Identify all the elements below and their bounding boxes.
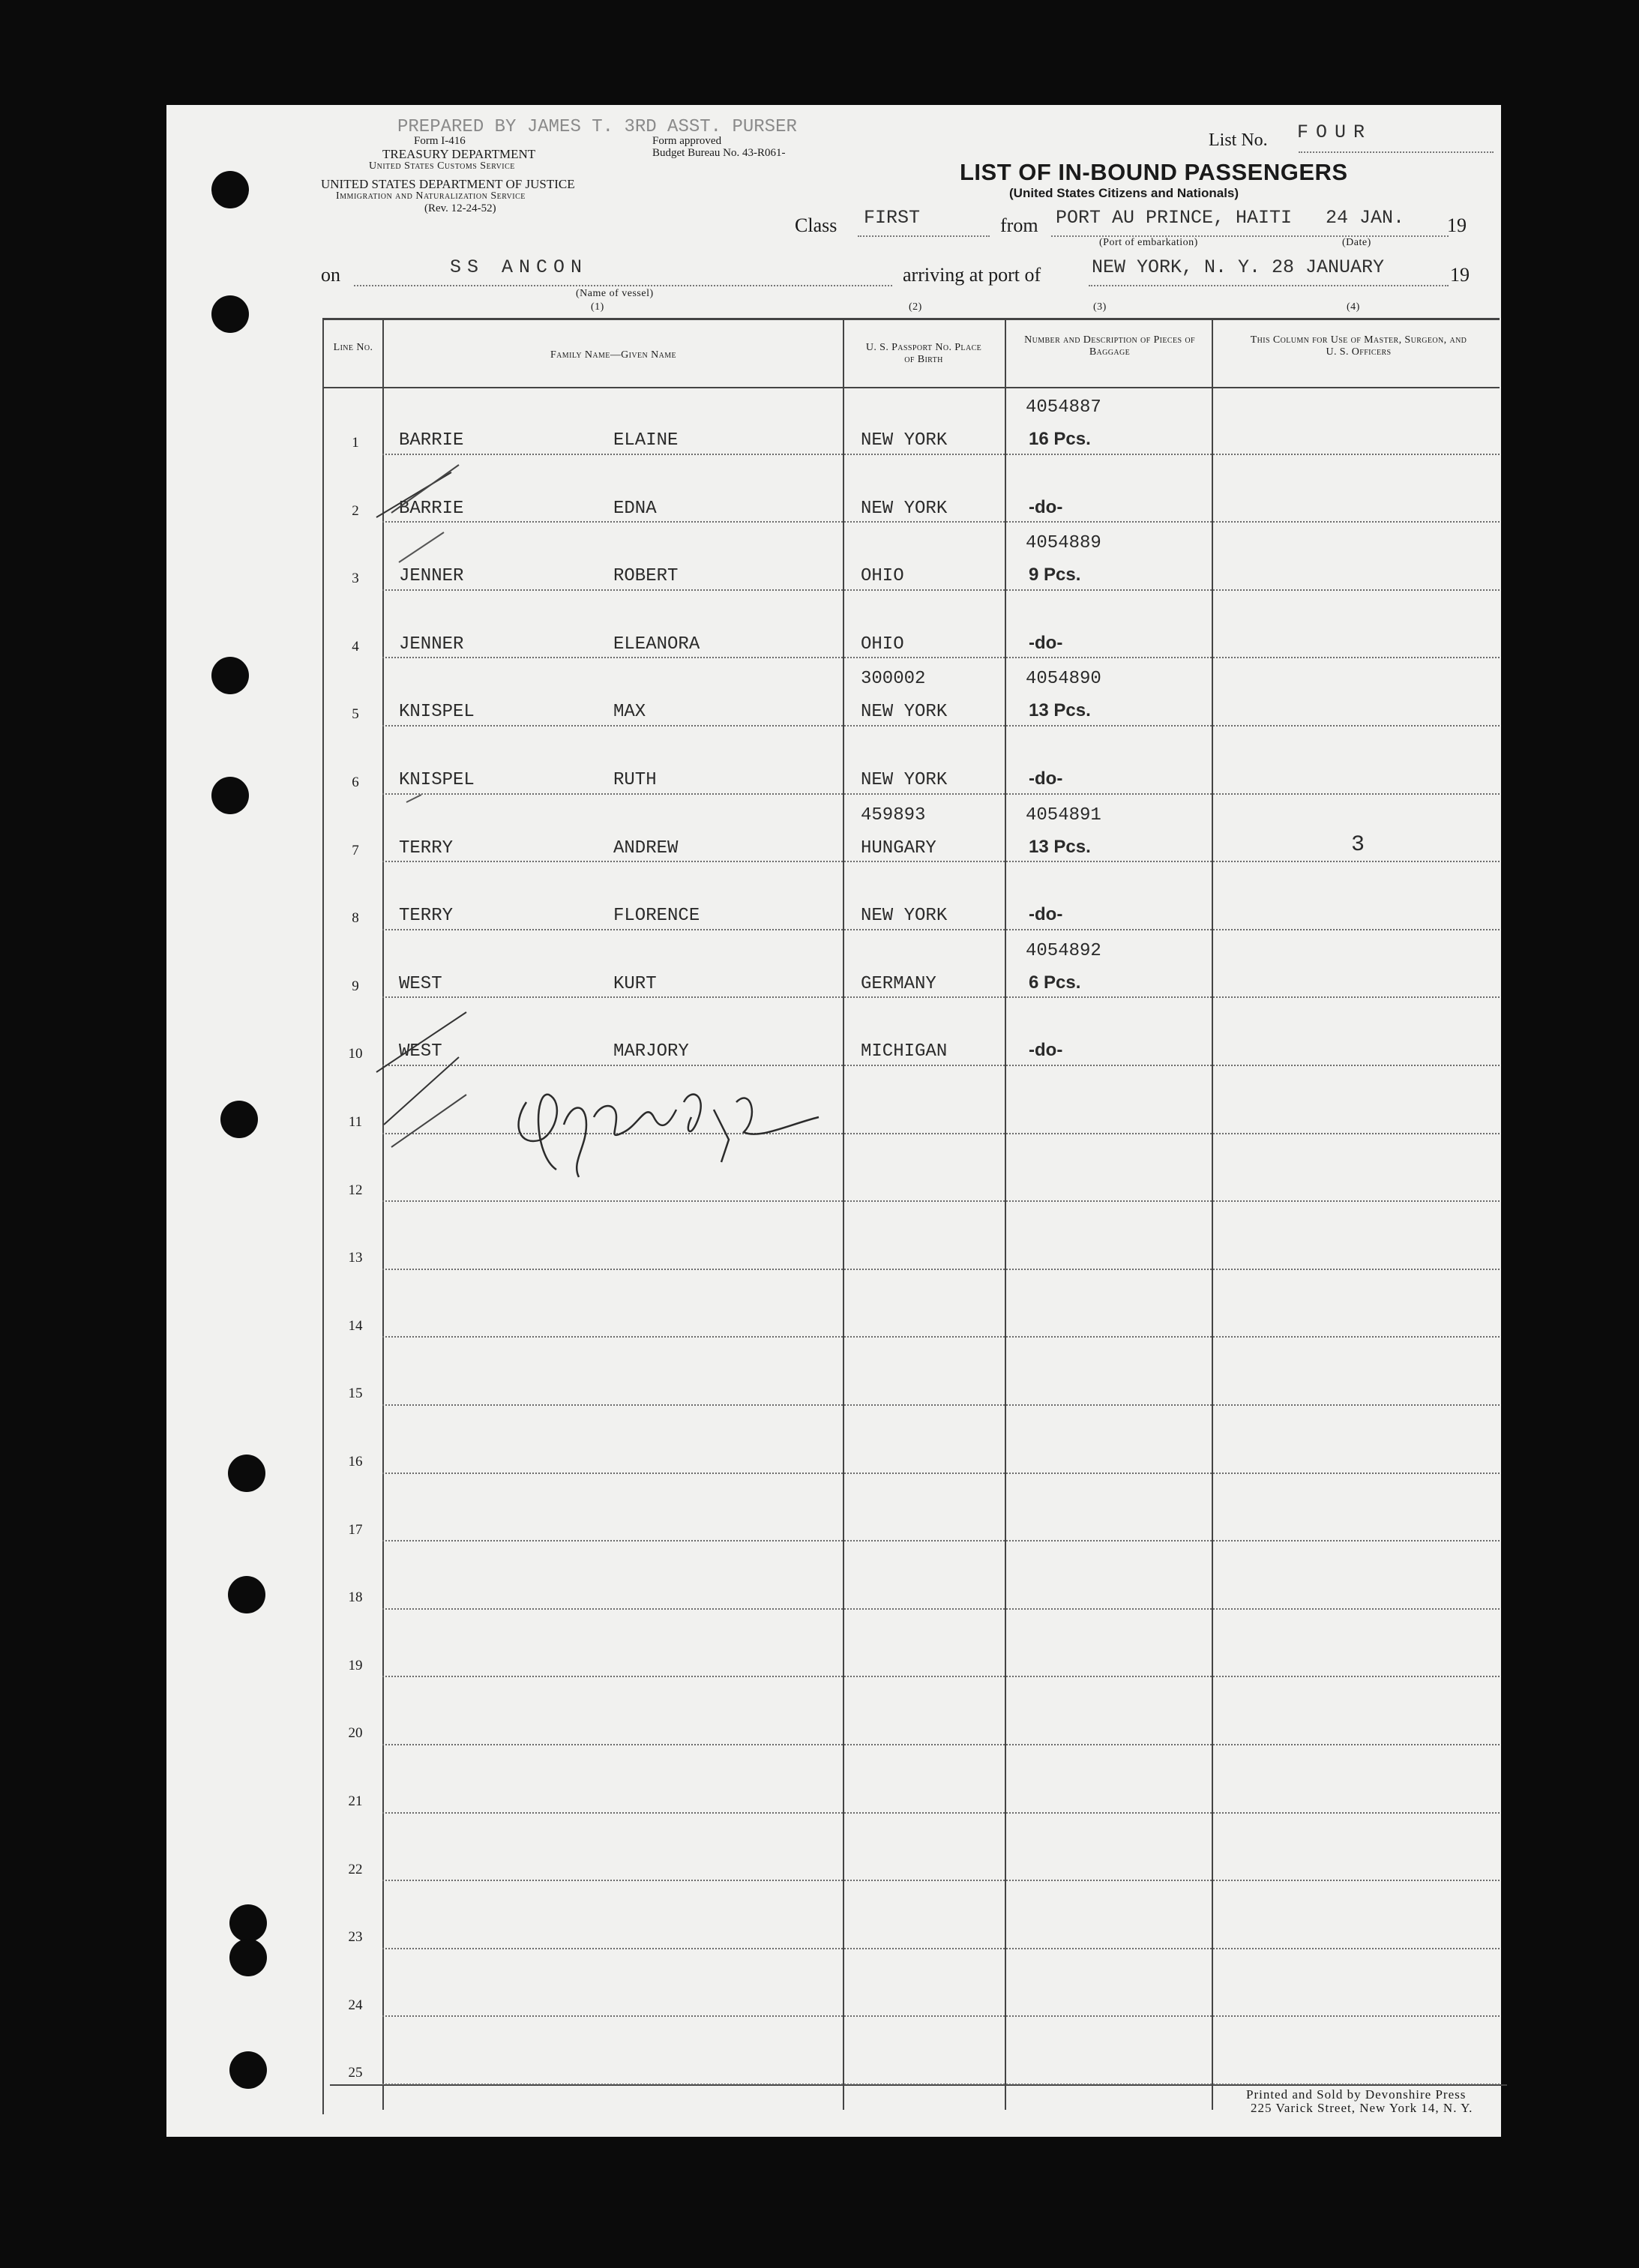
binder-hole xyxy=(229,1904,267,1942)
check-marks xyxy=(369,352,474,1162)
given-name: MAX xyxy=(613,702,646,723)
family-name: BARRIE xyxy=(399,430,464,451)
baggage-number: 4054889 xyxy=(1026,533,1101,554)
row-rule xyxy=(382,1880,1500,1881)
class-label: Class xyxy=(795,214,837,236)
place-of-birth: GERMANY xyxy=(861,973,936,994)
line-number: 19 xyxy=(348,1657,363,1673)
line-number: 12 xyxy=(348,1182,363,1198)
row-rule xyxy=(382,1336,1500,1338)
officer-note: 3 xyxy=(1351,831,1365,858)
justice-dept: UNITED STATES DEPARTMENT OF JUSTICE xyxy=(321,177,575,191)
customs-service: United States Customs Service xyxy=(369,160,515,172)
line-number: 22 xyxy=(348,1861,363,1877)
place-of-birth: HUNGARY xyxy=(861,837,936,858)
baggage-number: 4054890 xyxy=(1026,669,1101,690)
baggage-description: 9 Pcs. xyxy=(1029,565,1081,586)
row-rule xyxy=(382,454,1500,455)
family-name: BARRIE xyxy=(399,498,464,519)
place-of-birth: NEW YORK xyxy=(861,430,948,451)
row-rule xyxy=(382,1608,1500,1610)
vessel-name: SS ANCON xyxy=(450,256,589,278)
arrival-port: NEW YORK, N. Y. 28 JANUARY xyxy=(1092,256,1385,278)
line-number: 3 xyxy=(352,571,359,587)
place-of-birth: NEW YORK xyxy=(861,702,948,723)
baggage-description: 6 Pcs. xyxy=(1029,972,1081,993)
line-number: 20 xyxy=(348,1725,363,1742)
from-value: PORT AU PRINCE, HAITI xyxy=(1056,207,1293,229)
row-rule xyxy=(382,521,1500,523)
row-rule xyxy=(382,657,1500,658)
arriving-label: arriving at port of xyxy=(903,264,1041,286)
line-number: 5 xyxy=(352,706,359,723)
given-name: FLORENCE xyxy=(613,906,700,927)
given-name: ANDREW xyxy=(613,837,679,858)
col-header-passport: U. S. Passport No. Place of Birth xyxy=(865,342,982,365)
binder-hole xyxy=(228,1576,265,1613)
line-number: 9 xyxy=(352,978,359,994)
col-num-4: (4) xyxy=(1347,301,1360,313)
col-header-officers: This Column for Use of Master, Surgeon, and U. S. Officers xyxy=(1250,334,1467,358)
line-number: 24 xyxy=(348,1997,363,2013)
binder-hole xyxy=(229,2051,267,2089)
list-no-line xyxy=(1299,151,1494,153)
list-no-label: List No. xyxy=(1209,130,1268,150)
col-num-1: (1) xyxy=(591,301,604,313)
baggage-description: -do- xyxy=(1029,1040,1063,1061)
given-name: RUTH xyxy=(613,770,657,790)
given-name: ROBERT xyxy=(613,566,679,587)
baggage-number: 4054892 xyxy=(1026,940,1101,961)
baggage-number: 4054891 xyxy=(1026,804,1101,825)
family-name: TERRY xyxy=(399,906,454,927)
row-rule xyxy=(382,1744,1500,1745)
binder-hole xyxy=(211,171,249,208)
binder-hole xyxy=(228,1455,265,1492)
row-rule xyxy=(382,1200,1500,1202)
col-num-2: (2) xyxy=(909,301,922,313)
line-number: 11 xyxy=(348,1114,363,1130)
arrival-year-prefix: 19 xyxy=(1450,264,1470,286)
printer-address: 225 Varick Street, New York 14, N. Y. xyxy=(1251,2101,1473,2115)
line-number: 8 xyxy=(352,910,359,927)
place-of-birth: NEW YORK xyxy=(861,906,948,927)
given-name: MARJORY xyxy=(613,1041,689,1062)
prepared-by-stamp: PREPARED BY JAMES T. 3RD ASST. PURSER xyxy=(397,117,797,137)
row-rule xyxy=(382,1404,1500,1406)
line-number: 13 xyxy=(348,1250,363,1266)
form-title: LIST OF IN-BOUND PASSENGERS xyxy=(960,159,1348,185)
line-number: 25 xyxy=(348,2065,363,2081)
form-number: Form I-416 xyxy=(414,135,466,147)
treasury-dept: TREASURY DEPARTMENT xyxy=(382,147,536,161)
binder-hole xyxy=(211,657,249,694)
line-number: 16 xyxy=(348,1454,363,1470)
family-name: JENNER xyxy=(399,566,464,587)
vessel-caption: (Name of vessel) xyxy=(576,288,654,299)
line-number: 1 xyxy=(352,435,359,451)
col-num-3: (3) xyxy=(1093,301,1107,313)
family-name: KNISPEL xyxy=(399,702,475,723)
given-name: ELEANORA xyxy=(613,634,700,655)
baggage-description: -do- xyxy=(1029,768,1063,789)
ins-service: Immigration and Naturalization Service xyxy=(336,190,526,202)
col-header-baggage: Number and Description of Pieces of Baggage xyxy=(1024,334,1195,358)
family-name: KNISPEL xyxy=(399,770,475,790)
budget-bureau: Budget Bureau No. 43-R061- xyxy=(652,147,786,159)
family-name: TERRY xyxy=(399,837,454,858)
handwritten-signature xyxy=(504,1072,834,1185)
table-top-rule xyxy=(322,318,1500,320)
revision-date: (Rev. 12-24-52) xyxy=(424,202,496,214)
row-rule xyxy=(382,1065,1500,1066)
place-of-birth: NEW YORK xyxy=(861,498,948,519)
port-caption: (Port of embarkation) xyxy=(1099,237,1198,248)
line-number: 10 xyxy=(348,1046,363,1062)
binder-hole xyxy=(229,1939,267,1976)
place-of-birth: MICHIGAN xyxy=(861,1041,948,1062)
row-rule xyxy=(382,929,1500,930)
family-name: JENNER xyxy=(399,634,464,655)
line-number: 6 xyxy=(352,774,359,790)
passport-col-rule xyxy=(1005,318,1006,2110)
passport-number: 300002 xyxy=(861,669,926,690)
col-header-name: Family Name—Given Name xyxy=(550,349,676,361)
form-approved: Form approved xyxy=(652,135,722,147)
row-rule xyxy=(382,1540,1500,1541)
row-rule xyxy=(382,1812,1500,1814)
baggage-description: 13 Pcs. xyxy=(1029,700,1091,721)
line-number: 17 xyxy=(348,1521,363,1538)
place-of-birth: OHIO xyxy=(861,634,904,655)
list-no-value: FOUR xyxy=(1297,121,1373,143)
arrival-line xyxy=(1089,285,1449,286)
table-left-rule xyxy=(322,318,324,2114)
row-rule xyxy=(382,1676,1500,1677)
baggage-number: 4054887 xyxy=(1026,397,1101,418)
date-caption: (Date) xyxy=(1342,237,1371,248)
name-col-rule xyxy=(843,318,844,2110)
line-number: 14 xyxy=(348,1317,363,1334)
from-label: from xyxy=(1000,214,1038,236)
row-rule xyxy=(382,1473,1500,1474)
line-number: 15 xyxy=(348,1386,363,1402)
family-name: WEST xyxy=(399,973,442,994)
header-bottom-rule xyxy=(322,387,1500,388)
passenger-list-page xyxy=(166,105,1501,2137)
baggage-description: -do- xyxy=(1029,496,1063,517)
baggage-description: 16 Pcs. xyxy=(1029,429,1091,449)
vessel-line xyxy=(354,285,892,286)
class-value: FIRST xyxy=(864,207,921,229)
line-number: 23 xyxy=(348,1929,363,1946)
class-line xyxy=(858,235,990,237)
given-name: KURT xyxy=(613,973,657,994)
row-rule xyxy=(382,793,1500,795)
passport-number: 459893 xyxy=(861,804,926,825)
line-number: 4 xyxy=(352,638,359,655)
binder-hole xyxy=(211,777,249,814)
line-number: 21 xyxy=(348,1793,363,1809)
place-of-birth: NEW YORK xyxy=(861,770,948,790)
binder-hole xyxy=(220,1101,258,1138)
place-of-birth: OHIO xyxy=(861,566,904,587)
line-number: 18 xyxy=(348,1589,363,1606)
family-name: WEST xyxy=(399,1041,442,1062)
baggage-description: -do- xyxy=(1029,904,1063,925)
row-rule xyxy=(382,1269,1500,1270)
row-rule xyxy=(382,589,1500,591)
row-rule xyxy=(382,2084,1500,2085)
row-rule xyxy=(382,996,1500,998)
line-number: 7 xyxy=(352,842,359,858)
row-rule xyxy=(382,861,1500,862)
baggage-col-rule xyxy=(1212,318,1213,2110)
row-rule xyxy=(382,2015,1500,2017)
form-subtitle: (United States Citizens and Nationals) xyxy=(1009,186,1239,200)
row-rule xyxy=(382,1948,1500,1949)
printer-line: Printed and Sold by Devonshire Press xyxy=(1246,2087,1467,2102)
on-label: on xyxy=(321,264,340,286)
baggage-description: 13 Pcs. xyxy=(1029,836,1091,857)
year-prefix: 19 xyxy=(1447,214,1467,236)
line-number: 2 xyxy=(352,502,359,519)
date-value: 24 JAN. xyxy=(1326,207,1405,229)
given-name: EDNA xyxy=(613,498,657,519)
binder-hole xyxy=(211,295,249,333)
row-rule xyxy=(382,725,1500,727)
given-name: ELAINE xyxy=(613,430,679,451)
col-header-line: Line No. xyxy=(333,342,373,353)
baggage-description: -do- xyxy=(1029,632,1063,653)
